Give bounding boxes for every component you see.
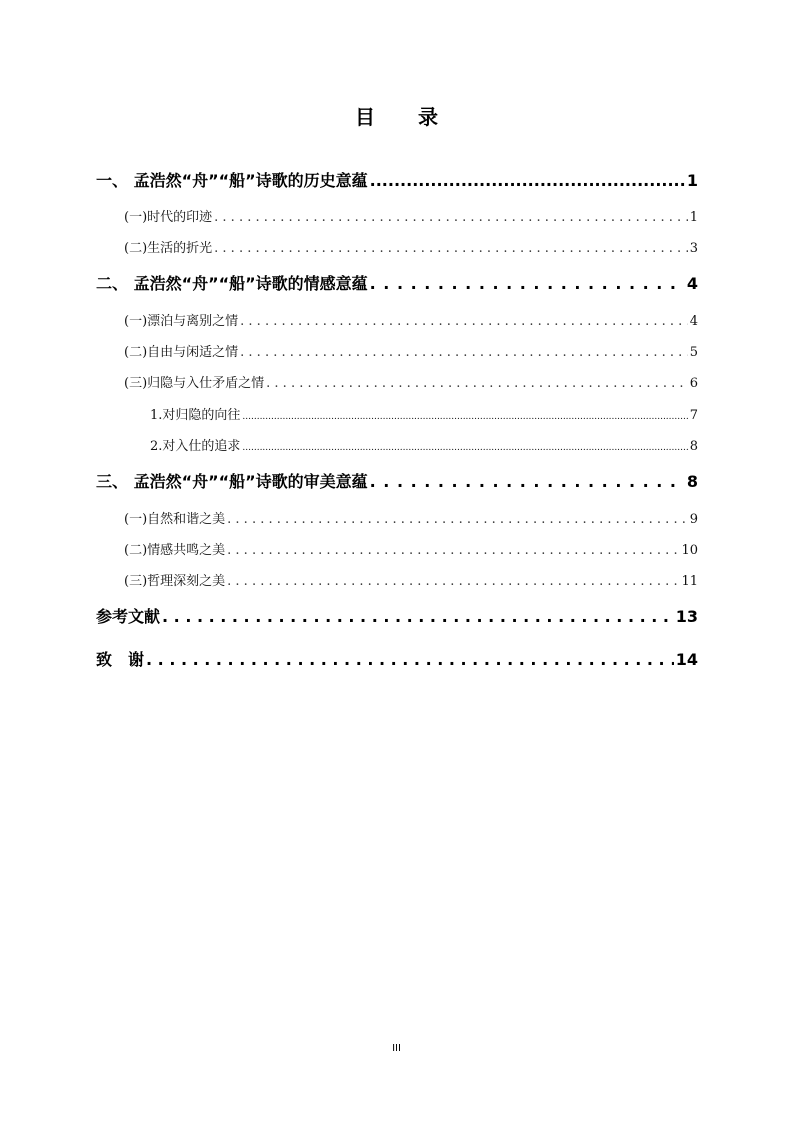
page-number-footer: III — [392, 1043, 401, 1054]
toc-entry-section-3-3[interactable] — [124, 570, 698, 589]
toc-entry-page: 6 — [689, 376, 698, 391]
toc-entry-label: 致 谢 — [96, 650, 145, 669]
toc-leader-dots — [214, 210, 688, 225]
toc-leader-dots — [240, 314, 688, 329]
toc-entry-subsection-2-3-1[interactable] — [150, 404, 698, 423]
toc-entry-section-3-2[interactable] — [124, 539, 698, 558]
toc-entry-chapter-1[interactable] — [96, 168, 698, 191]
toc-entry-references[interactable] — [96, 604, 698, 627]
toc-entry-page: 9 — [689, 512, 698, 527]
toc-entry-section-2-2[interactable] — [124, 341, 698, 360]
toc-entry-label: (二)自由与闲适之情 — [124, 345, 239, 360]
toc-entry-page: 5 — [689, 345, 698, 360]
toc-leader-dots — [266, 376, 688, 391]
toc-entry-page: 13 — [675, 607, 698, 626]
toc-entry-section-1-1[interactable] — [124, 206, 698, 225]
toc-entry-section-3-1[interactable] — [124, 508, 698, 527]
toc-entry-page: 10 — [681, 543, 698, 558]
toc-entry-page: 1 — [686, 171, 698, 190]
toc-entry-section-2-3[interactable] — [124, 372, 698, 391]
toc-entry-page: 4 — [686, 274, 698, 293]
toc-leader-dots — [146, 650, 674, 669]
toc-entry-page: 14 — [675, 650, 698, 669]
toc-leader-dots — [214, 241, 688, 256]
toc-title: 目 录 — [355, 105, 456, 129]
toc-entry-chapter-3[interactable] — [96, 469, 698, 492]
toc-entry-label: (三)哲理深刻之美 — [124, 574, 226, 589]
toc-entry-page: 1 — [689, 210, 698, 225]
toc-entry-label: (一)自然和谐之美 — [124, 512, 226, 527]
toc-leader-dots — [162, 607, 674, 626]
toc-entry-label: 二、 孟浩然“舟”“船”诗歌的情感意蕴 — [96, 274, 368, 293]
toc-entry-page: 11 — [681, 574, 698, 589]
toc-entry-page: 8 — [686, 472, 698, 491]
toc-entry-chapter-2[interactable] — [96, 271, 698, 294]
toc-leader-dots — [227, 543, 679, 558]
toc-leader-dots — [370, 472, 685, 491]
toc-entry-label: 1.对归隐的向往 — [150, 408, 241, 423]
toc-entry-page: 7 — [689, 408, 698, 423]
toc-entry-label: 2.对入仕的追求 — [150, 439, 241, 454]
toc-entry-label: 一、 孟浩然“舟”“船”诗歌的历史意蕴 — [96, 171, 368, 190]
toc-entry-label: (三)归隐与入仕矛盾之情 — [124, 376, 265, 391]
toc-entry-label: 参考文献 — [96, 607, 161, 626]
toc-entry-section-2-1[interactable] — [124, 310, 698, 329]
toc-entry-label: 三、 孟浩然“舟”“船”诗歌的审美意蕴 — [96, 472, 368, 491]
toc-entry-label: (一)漂泊与离别之情 — [124, 314, 239, 329]
toc-leader-dots — [227, 574, 679, 589]
toc-entry-label: (二)生活的折光 — [124, 241, 213, 256]
toc-entry-acknowledgements[interactable] — [96, 647, 698, 670]
toc-leader-dots — [242, 439, 687, 454]
toc-leader-dots — [227, 512, 688, 527]
toc-leader-dots — [242, 408, 687, 423]
toc-entry-label: (一)时代的印迹 — [124, 210, 213, 225]
toc-leader-dots — [370, 171, 685, 190]
toc-leader-dots — [240, 345, 688, 360]
toc-entry-section-1-2[interactable] — [124, 237, 698, 256]
toc-leader-dots — [370, 274, 685, 293]
toc-entry-page: 8 — [689, 439, 698, 454]
toc-entry-page: 4 — [689, 314, 698, 329]
toc-entry-subsection-2-3-2[interactable] — [150, 435, 698, 454]
toc-entry-label: (二)情感共鸣之美 — [124, 543, 226, 558]
toc-entry-page: 3 — [689, 241, 698, 256]
